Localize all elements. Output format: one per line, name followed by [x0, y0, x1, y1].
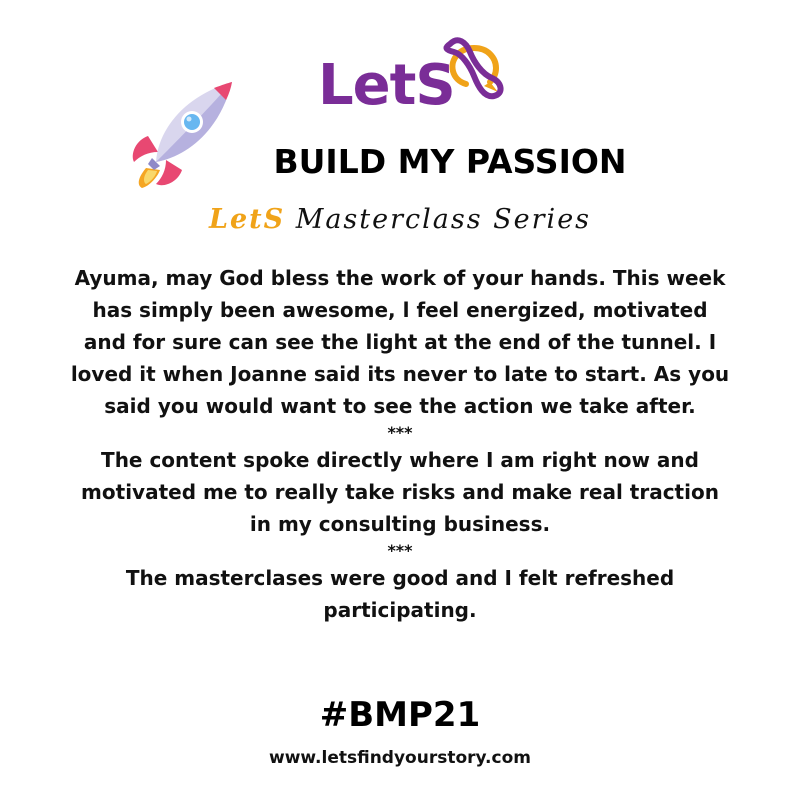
- lets-logo: [318, 34, 508, 124]
- series-name: Masterclass Series: [285, 204, 592, 235]
- separator: ***: [387, 541, 413, 560]
- website-url: www.letsfindyourstory.com: [269, 748, 531, 768]
- testimonial-paragraph: The masterclases were good and I felt refreshed participating.: [125, 566, 675, 622]
- page-title: BUILD MY PASSION: [273, 142, 627, 181]
- series-subtitle: [0, 200, 800, 240]
- series-brand: LetS: [208, 204, 286, 235]
- hashtag: #BMP21: [319, 695, 481, 735]
- logo-wordmark: LetS: [318, 53, 455, 118]
- testimonial-text: [70, 262, 730, 626]
- separator: ***: [387, 423, 413, 442]
- testimonial-paragraph: Ayuma, may God bless the work of your hands. This week has simply been awesome, l feel energized, motivated and for sure can see the light at the end of the tunnel. I loved it when Joanne said its never to late to start. As you said you would want to see the action we take after.: [70, 266, 730, 418]
- testimonial-paragraph: The content spoke directly where I am right now and motivated me to really take risks and make real traction in my consulting business.: [81, 448, 719, 536]
- infinity-speech-bubble-icon: [436, 34, 508, 100]
